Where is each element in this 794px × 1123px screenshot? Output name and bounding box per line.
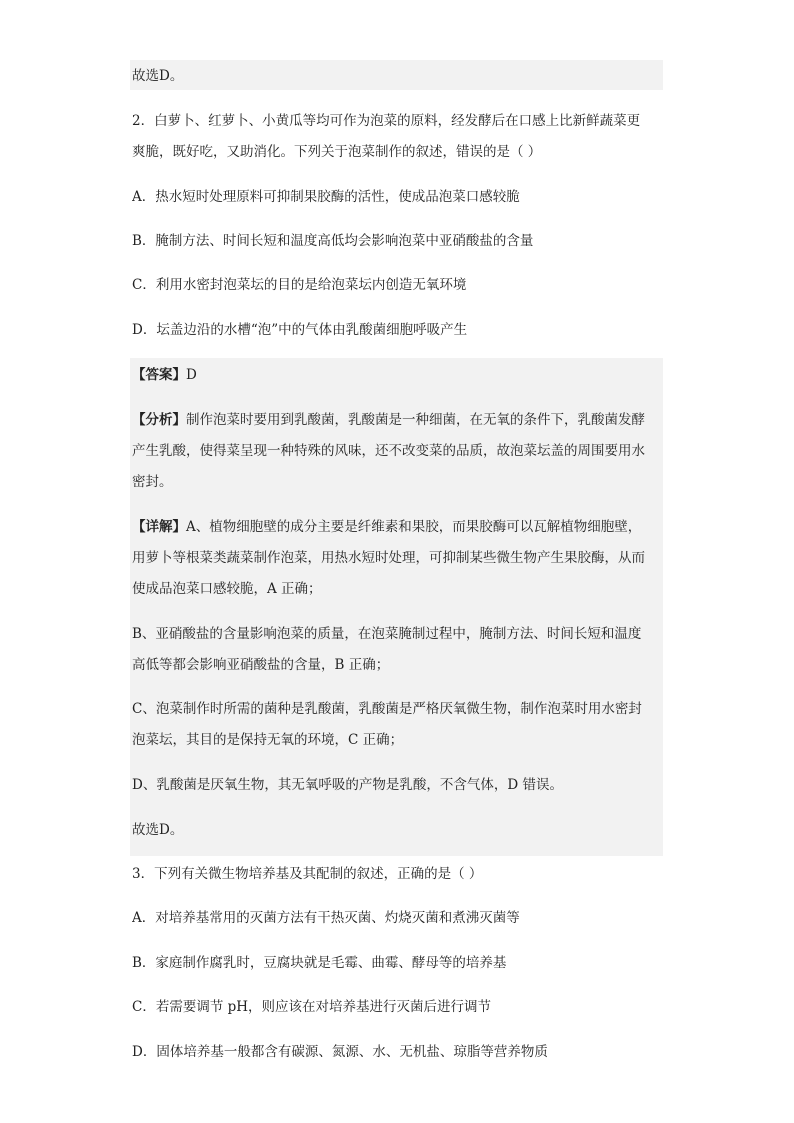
detail-c-line1: C、泡菜制作时所需的菌种是乳酸菌，乳酸菌是严格厌氧微生物，制作泡菜时用水密封 (132, 701, 642, 717)
detail-a-line2: 用萝卜等根菜类蔬菜制作泡菜，用热水短时处理，可抑制某些微生物产生果胶酶，从而 (132, 550, 645, 566)
answer-line (132, 367, 662, 383)
question3-option-d: D．固体培养基一般都含有碳源、氮源、水、无机盐、琼脂等营养物质 (132, 1044, 548, 1060)
analysis-line3: 密封。 (132, 474, 173, 490)
analysis-line1 (132, 412, 662, 428)
question3-option-a: A．对培养基常用的灭菌方法有干热灭菌、灼烧灭菌和煮沸灭菌等 (132, 910, 520, 926)
question3-option-c: C．若需要调节 pH，则应该在对培养基进行灭菌后进行调节 (132, 999, 492, 1015)
question2-option-d: D．坛盖边沿的水槽“泡”中的气体由乳酸菌细胞呼吸产生 (132, 322, 468, 338)
detail-a-line1 (132, 519, 662, 535)
detail-b-line1: B、亚硝酸盐的含量影响泡菜的质量，在泡菜腌制过程中，腌制方法、时间长短和温度 (132, 626, 642, 642)
analysis-line2: 产生乳酸，使得菜呈现一种特殊的风味，还不改变菜的品质，故泡菜坛盖的周围要用水 (132, 443, 645, 459)
question3-stem: 3．下列有关微生物培养基及其配制的叙述，正确的是（ ） (132, 866, 483, 882)
question2-stem-line2: 爽脆，既好吃，又助消化。下列关于泡菜制作的叙述，错误的是（ ） (132, 144, 542, 160)
question2-option-a: A．热水短时处理原料可抑制果胶酶的活性，使成品泡菜口感较脆 (132, 189, 520, 205)
question2-option-b: B．腌制方法、时间长短和温度高低均会影响泡菜中亚硝酸盐的含量 (132, 233, 534, 249)
detail-b-line2: 高低等都会影响亚硝酸盐的含量，B 正确； (132, 657, 390, 673)
detail-a-text1: A、植物细胞壁的成分主要是纤维素和果胶，而果胶酶可以瓦解植物细胞壁， (186, 519, 642, 535)
detail-a-line3: 使成品泡菜口感较脆，A 正确； (132, 581, 322, 597)
top-conclusion: 故选D。 (132, 68, 184, 84)
question2-option-c: C．利用水密封泡菜坛的目的是给泡菜坛内创造无氧环境 (132, 277, 467, 293)
detail-label: 【详解】 (132, 519, 186, 535)
analysis-label: 【分析】 (132, 412, 186, 428)
answer-value: D (186, 367, 197, 383)
question3-option-b: B．家庭制作腐乳时，豆腐块就是毛霉、曲霉、酵母等的培养基 (132, 955, 507, 971)
detail-c-line2: 泡菜坛，其目的是保持无氧的环境，C 正确； (132, 732, 404, 748)
question2-stem-line1: 2．白萝卜、红萝卜、小黄瓜等均可作为泡菜的原料，经发酵后在口感上比新鲜蔬菜更 (132, 113, 641, 129)
answer-label: 【答案】 (132, 367, 186, 383)
conclusion2: 故选D。 (132, 822, 184, 838)
analysis-text1: 制作泡菜时要用到乳酸菌，乳酸菌是一种细菌，在无氧的条件下，乳酸菌发酵 (186, 412, 645, 428)
detail-d-line1: D、乳酸菌是厌氧生物，其无氧呼吸的产物是乳酸，不含气体，D 错误。 (132, 777, 563, 793)
